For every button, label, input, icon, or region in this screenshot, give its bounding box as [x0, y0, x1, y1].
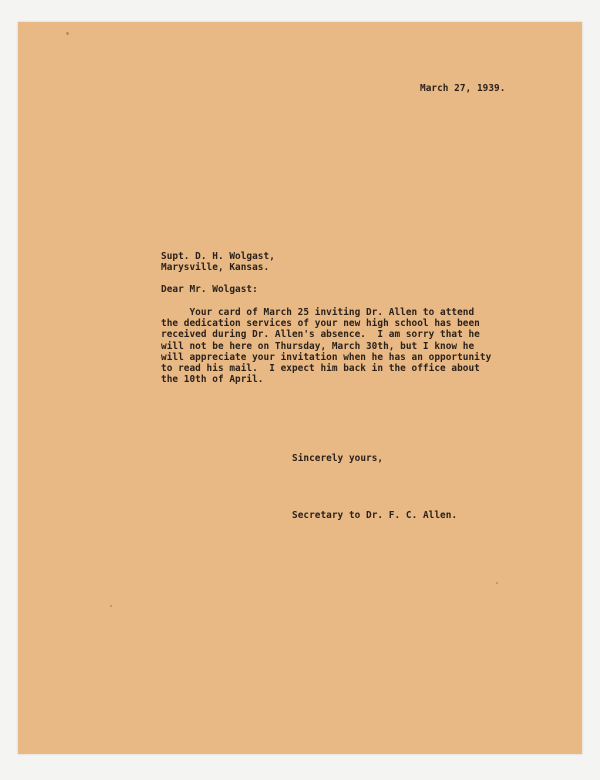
body-line: to read his mail. I expect him back in the office about [161, 363, 480, 375]
recipient-address [161, 251, 275, 273]
address-line: Supt. D. H. Wolgast, [161, 251, 275, 262]
body-line: the dedication services of your new high school has been [161, 318, 480, 330]
body-line: will appreciate your invitation when he has an opportunity [161, 351, 492, 363]
address-line: Marysville, Kansas. [161, 262, 270, 274]
body-line: Your card of March 25 inviting Dr. Allen to attend [161, 307, 475, 318]
signature-line: Secretary to Dr. F. C. Allen. [292, 510, 458, 521]
body-line: received during Dr. Allen's absence. I am sorry that he [161, 329, 480, 341]
salutation: Dear Mr. Wolgast: [161, 284, 258, 295]
paper-speck [496, 582, 498, 584]
body-line: will not be here on Thursday, March 30th, but I know he [161, 340, 475, 352]
letter-body [161, 307, 491, 385]
paper-speck [66, 32, 69, 35]
letter-date: March 27, 1939. [420, 83, 506, 94]
body-line: the 10th of April. [161, 374, 264, 386]
letter-sheet [18, 22, 582, 754]
complimentary-closing: Sincerely yours, [292, 453, 384, 464]
paper-speck [110, 605, 112, 607]
